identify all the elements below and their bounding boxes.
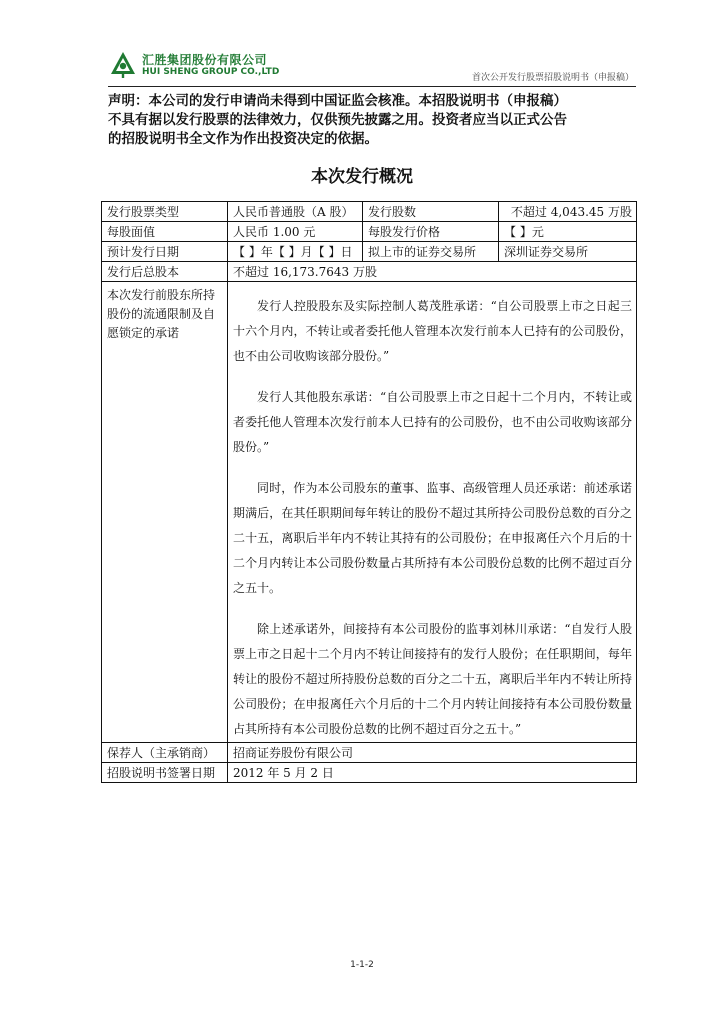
company-name-cn: 汇胜集团股份有限公司 <box>142 53 268 67</box>
table-value: 人民币 1.00 元 <box>228 222 363 242</box>
table-value: 不超过 4,043.45 万股 <box>499 202 637 222</box>
table-value: 【 】年【 】月【 】日 <box>228 242 363 262</box>
table-row <box>102 242 637 262</box>
commitment-paragraph: 发行人控股股东及实际控制人葛茂胜承诺：“自公司股票上市之日起三十六个月内，不转让或者委托他人管理本次发行前本人已持有的公司股份，也不由公司收购该部分股份。” <box>233 299 632 363</box>
table-label: 发行股票类型 <box>102 202 228 222</box>
declaration-line: 不具有据以发行股票的法律效力，仅供预先披露之用。投资者应当以正式公告 <box>108 112 567 128</box>
table-value: 深圳证券交易所 <box>499 242 637 262</box>
table-label: 发行股数 <box>363 202 499 222</box>
table-row <box>102 222 637 242</box>
table-label: 预计发行日期 <box>102 242 228 262</box>
commitment-paragraph: 除上述承诺外，间接持有本公司股份的监事刘林川承诺：“自发行人股票上市之日起十二个月内不转让间接持有的发行人股份；在任职期间，每年转让的股份不超过所持股份总数的百分之二十五，离职后半年内不转让所持公司股份；在申报离任六个月后的十二个月内转让间接持有本公司股份数量占其所持有本公司股份总数的比例不超过百分之五十。” <box>233 622 632 736</box>
table-label: 发行后总股本 <box>102 262 228 282</box>
table-row <box>102 282 637 743</box>
table-label: 本次发行前股东所持股份的流通限制及自愿锁定的承诺 <box>102 282 228 743</box>
table-label: 每股发行价格 <box>363 222 499 242</box>
table-label: 拟上市的证券交易所 <box>363 242 499 262</box>
table-row <box>102 763 637 783</box>
table-row <box>102 743 637 763</box>
table-row <box>102 262 637 282</box>
table-value: 【 】元 <box>499 222 637 242</box>
company-logo-icon <box>108 50 138 80</box>
offering-overview-table <box>101 201 637 783</box>
header-divider <box>108 86 636 87</box>
declaration-line: 声明：本公司的发行申请尚未得到中国证监会核准。本招股说明书（申报稿） <box>108 93 567 109</box>
table-row <box>102 202 637 222</box>
page-header <box>108 50 636 86</box>
page-number: 1-1-2 <box>350 960 374 970</box>
table-value: 不超过 16,173.7643 万股 <box>228 262 637 282</box>
document-tag: 首次公开发行股票招股说明书（申报稿） <box>471 73 634 83</box>
table-label: 招股说明书签署日期 <box>102 763 228 783</box>
table-value: 招商证券股份有限公司 <box>228 743 637 763</box>
table-label: 每股面值 <box>102 222 228 242</box>
table-value: 2012 年 5 月 2 日 <box>228 763 637 783</box>
table-value: 人民币普通股（A 股） <box>228 202 363 222</box>
declaration <box>108 92 636 149</box>
page-title: 本次发行概况 <box>311 167 413 187</box>
table-label: 保荐人（主承销商） <box>102 743 228 763</box>
commitment-paragraph: 发行人其他股东承诺：“自公司股票上市之日起十二个月内，不转让或者委托他人管理本次发行前本人已持有的公司股份，也不由公司收购该部分股份。” <box>233 390 632 454</box>
declaration-line: 的招股说明书全文作为作出投资决定的依据。 <box>108 131 378 147</box>
commitment-body <box>228 282 637 743</box>
commitment-paragraph: 同时，作为本公司股东的董事、监事、高级管理人员还承诺：前述承诺期满后，在其任职期间每年转让的股份不超过其所持公司股份总数的百分之二十五，离职后半年内不转让其持有的公司股份；在申报离任六个月后的十二个月内转让本公司股份数量占其所持有本公司股份总数的比例不超过百分之五十。 <box>233 481 632 595</box>
company-name-en: HUI SHENG GROUP CO.,LTD <box>142 67 280 77</box>
